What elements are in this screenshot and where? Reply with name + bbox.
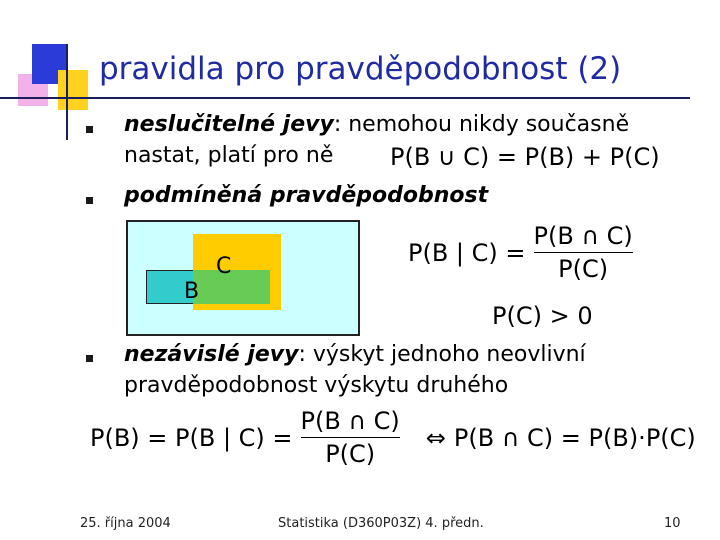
conditional-denominator: P(C) (558, 255, 609, 283)
venn-intersection (193, 270, 270, 304)
decor-vertical-line (66, 44, 68, 140)
bullet-marker (86, 355, 93, 362)
independence-fraction (301, 407, 400, 468)
disjoint-formula: P(B ∪ C) = P(B) + P(C) (390, 143, 660, 171)
bullet-1-rest: : nemohou nikdy současně (333, 112, 630, 137)
venn-label-c: C (216, 254, 232, 279)
independence-denominator: P(C) (325, 440, 376, 468)
conditional-condition: P(C) > 0 (492, 302, 593, 330)
equivalence-arrow-icon: ⇔ (425, 423, 446, 452)
footer-course: Statistika (D360P03Z) 4. předn. (278, 516, 484, 531)
independence-rhs: P(B ∩ C) = P(B)·P(C) (453, 423, 696, 452)
independence-lhs: P(B) = P(B | C) = (90, 423, 293, 452)
fraction-bar (301, 437, 400, 438)
bullet-2-bold: podmíněná pravděpodobnost (124, 183, 489, 208)
bullet-3-bold: nezávislé jevy (124, 342, 299, 367)
slide-title: pravidla pro pravděpodobnost (2) (99, 51, 622, 87)
conditional-formula (408, 222, 633, 283)
independence-numerator: P(B ∩ C) (300, 407, 400, 435)
bullet-3-rest: : výskyt jednoho neovlivní (298, 342, 586, 367)
decor-yellow-square (58, 70, 88, 110)
conditional-fraction (534, 222, 633, 283)
bullet-1-bold: neslučitelné jevy (124, 112, 334, 137)
bullet-3-line-1 (124, 341, 586, 369)
bullet-2-line-1 (124, 182, 488, 210)
footer-date: 25. října 2004 (80, 516, 171, 531)
decor-horizontal-line (0, 97, 690, 99)
bullet-3-line-2: pravděpodobnost výskytu druhého (124, 373, 509, 398)
conditional-lhs: P(B | C) = (408, 238, 526, 267)
fraction-bar (534, 252, 633, 253)
footer-page-number: 10 (664, 516, 681, 531)
bullet-marker (86, 126, 93, 133)
bullet-marker (86, 197, 93, 204)
conditional-numerator: P(B ∩ C) (533, 222, 633, 250)
bullet-1-line-2: nastat, platí pro ně (124, 143, 334, 168)
venn-label-b: B (184, 279, 200, 304)
bullet-1-line-1 (124, 111, 629, 139)
independence-formula (90, 407, 696, 468)
